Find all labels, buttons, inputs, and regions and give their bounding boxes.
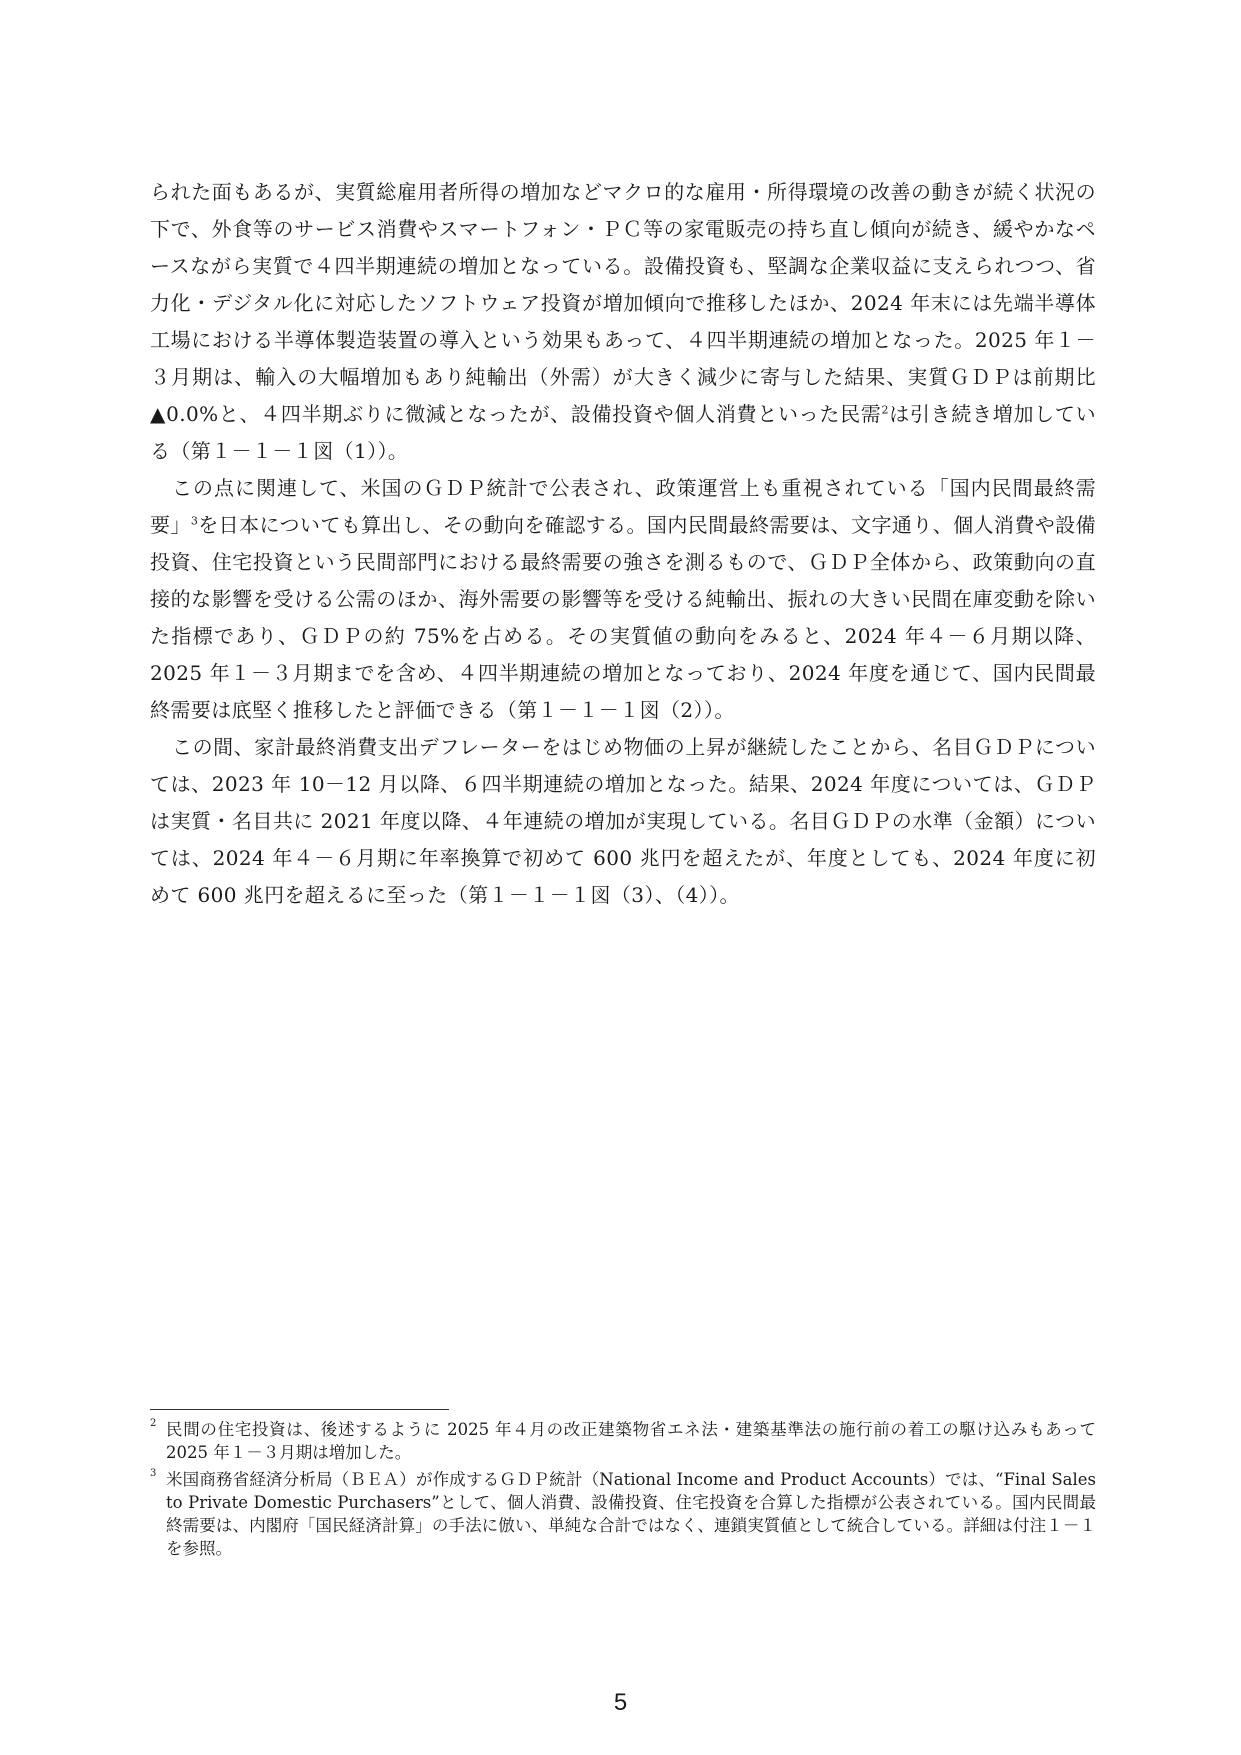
- footnote-divider: [150, 1409, 449, 1410]
- footnotes: [150, 1418, 1096, 1564]
- paragraph-2-text-b: を日本についても算出し、その動向を確認する。国内民間最終需要は、文字通り、個人消費や設備投資、住宅投資という民間部門における最終需要の強さを測るもので、ＧＤＰ全体から、政策動向の直接的な影響を受ける公需のほか、海外需要の影響等を受ける純輸出、振れの大きい民間在庫変動を除いた指標であり、ＧＤＰの約 75%を占める。その実質値の動向をみると、2024 年４－６月期以降、2025 年１－３月期までを含め、４四半期連続の増加となっており、2024 年度を通じて、国内民間最終需要は底堅く推移したと評価できる（第１－１－１図（2））。: [150, 513, 1096, 722]
- footnote-mark: 3: [150, 1468, 157, 1479]
- footnote-text: 民間の住宅投資は、後述するように 2025 年４月の改正建築物省エネ法・建築基準法の施行前の着工の駆け込みもあって 2025 年１－３月期は増加した。: [166, 1420, 1096, 1462]
- body-text: [150, 174, 1096, 914]
- paragraph-2-text-a: この点に関連して、米国のＧＤＰ統計で公表され、政策運営上も重視されている「国内民間最終需要」: [150, 476, 1096, 537]
- footnote-2: [150, 1418, 1096, 1464]
- paragraph-3: この間、家計最終消費支出デフレーターをはじめ物価の上昇が継続したことから、名目ＧＤＰについては、2023 年 10－12 月以降、６四半期連続の増加となった。結果、2024 年度については、ＧＤＰは実質・名目共に 2021 年度以降、４年連続の増加が実現している。名目ＧＤＰの水準（金額）については、2024 年４－６月期に年率換算で初めて 600 兆円を超えたが、年度としても、2024 年度に初めて 600 兆円を超えるに至った（第１－１－１図（3）、（4））。: [150, 735, 1096, 907]
- paragraph-2: [150, 470, 1096, 729]
- page-number: 5: [613, 1689, 628, 1716]
- footnote-text: 米国商務省経済分析局（ＢＥＡ）が作成するＧＤＰ統計（National Income and Product Accounts）では、“Final Sales to Private Domestic Purchasers”として、個人消費、設備投資、住宅投資を合算した指標が公表されている。国内民間最終需要は、内閣府「国民経済計算」の手法に倣い、単純な合計ではなく、連鎖実質値として統合している。詳細は付注１－１を参照。: [166, 1470, 1096, 1558]
- footnote-ref-2[interactable]: 2: [881, 403, 889, 417]
- footnote-3: [150, 1468, 1096, 1560]
- footnote-ref-3[interactable]: 3: [190, 514, 199, 528]
- footnote-mark: 2: [150, 1418, 157, 1429]
- paragraph-1: [150, 174, 1096, 470]
- paragraph-1-text-a: られた面もあるが、実質総雇用者所得の増加などマクロ的な雇用・所得環境の改善の動きが続く状況の下で、外食等のサービス消費やスマートフォン・ＰＣ等の家電販売の持ち直し傾向が続き、緩やかなペースながら実質で４四半期連続の増加となっている。設備投資も、堅調な企業収益に支えられつつ、省力化・デジタル化に対応したソフトウェア投資が増加傾向で推移したほか、2024 年末には先端半導体工場における半導体製造装置の導入という効果もあって、４四半期連続の増加となった。2025 年１－３月期は、輸入の大幅増加もあり純輸出（外需）が大きく減少に寄与した結果、実質ＧＤＰは前期比▲0.0%と、４四半期ぶりに微減となったが、設備投資や個人消費といった民需: [150, 180, 1096, 426]
- paragraph-1-text-b: は引き続き増加している（第１－１－１図（1））。: [150, 402, 1096, 463]
